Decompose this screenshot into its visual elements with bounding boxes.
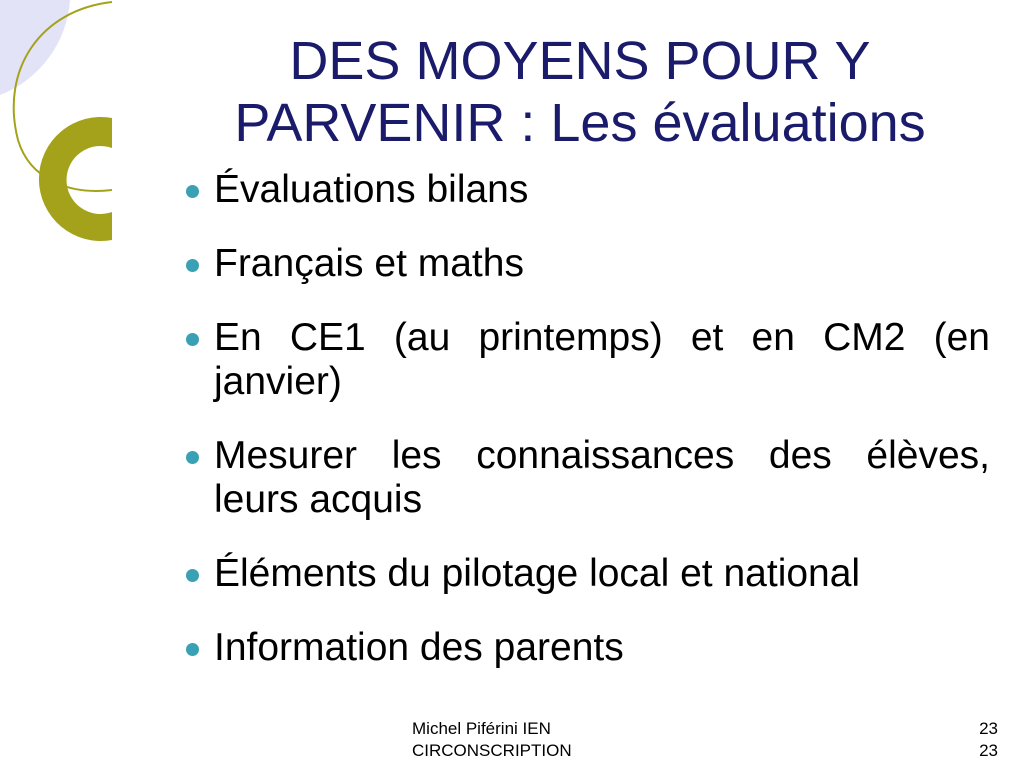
bullet-text: Information des parents (214, 626, 624, 669)
bullet-item (182, 552, 990, 596)
footer-author-line: Michel Piférini IEN (412, 719, 551, 738)
bullet-item (182, 434, 990, 522)
bullet-text: Éléments du pilotage local et national (214, 552, 861, 595)
bullet-dot-icon (186, 259, 199, 272)
bullet-text: Mesurer les connaissances des élèves, leurs acquis (214, 434, 990, 521)
slide-number: 23 (979, 741, 998, 760)
footer-author (412, 718, 572, 762)
bullet-item (182, 168, 990, 212)
footer-slide-numbers (979, 718, 998, 762)
bullet-text: Évaluations bilans (214, 168, 529, 211)
bullet-dot-icon (186, 451, 199, 464)
footer-circonscription-line: CIRCONSCRIPTION (412, 741, 572, 760)
bullet-list (182, 168, 990, 700)
bullet-text: Français et maths (214, 242, 524, 285)
decorative-shapes (0, 0, 120, 250)
lavender-corner-shape (0, 0, 70, 95)
bullet-text: En CE1 (au printemps) et en CM2 (en janvier) (214, 316, 990, 403)
slide-title: DES MOYENS POUR Y PARVENIR : Les évaluations (234, 31, 926, 153)
bullet-dot-icon (186, 569, 199, 582)
bullet-dot-icon (186, 333, 199, 346)
bullet-item (182, 316, 990, 404)
bullet-item (182, 242, 990, 286)
slide-number: 23 (979, 719, 998, 738)
bullet-dot-icon (186, 643, 199, 656)
olive-crescent-shape (39, 117, 112, 241)
bullet-dot-icon (186, 185, 199, 198)
bullet-item (182, 626, 990, 670)
